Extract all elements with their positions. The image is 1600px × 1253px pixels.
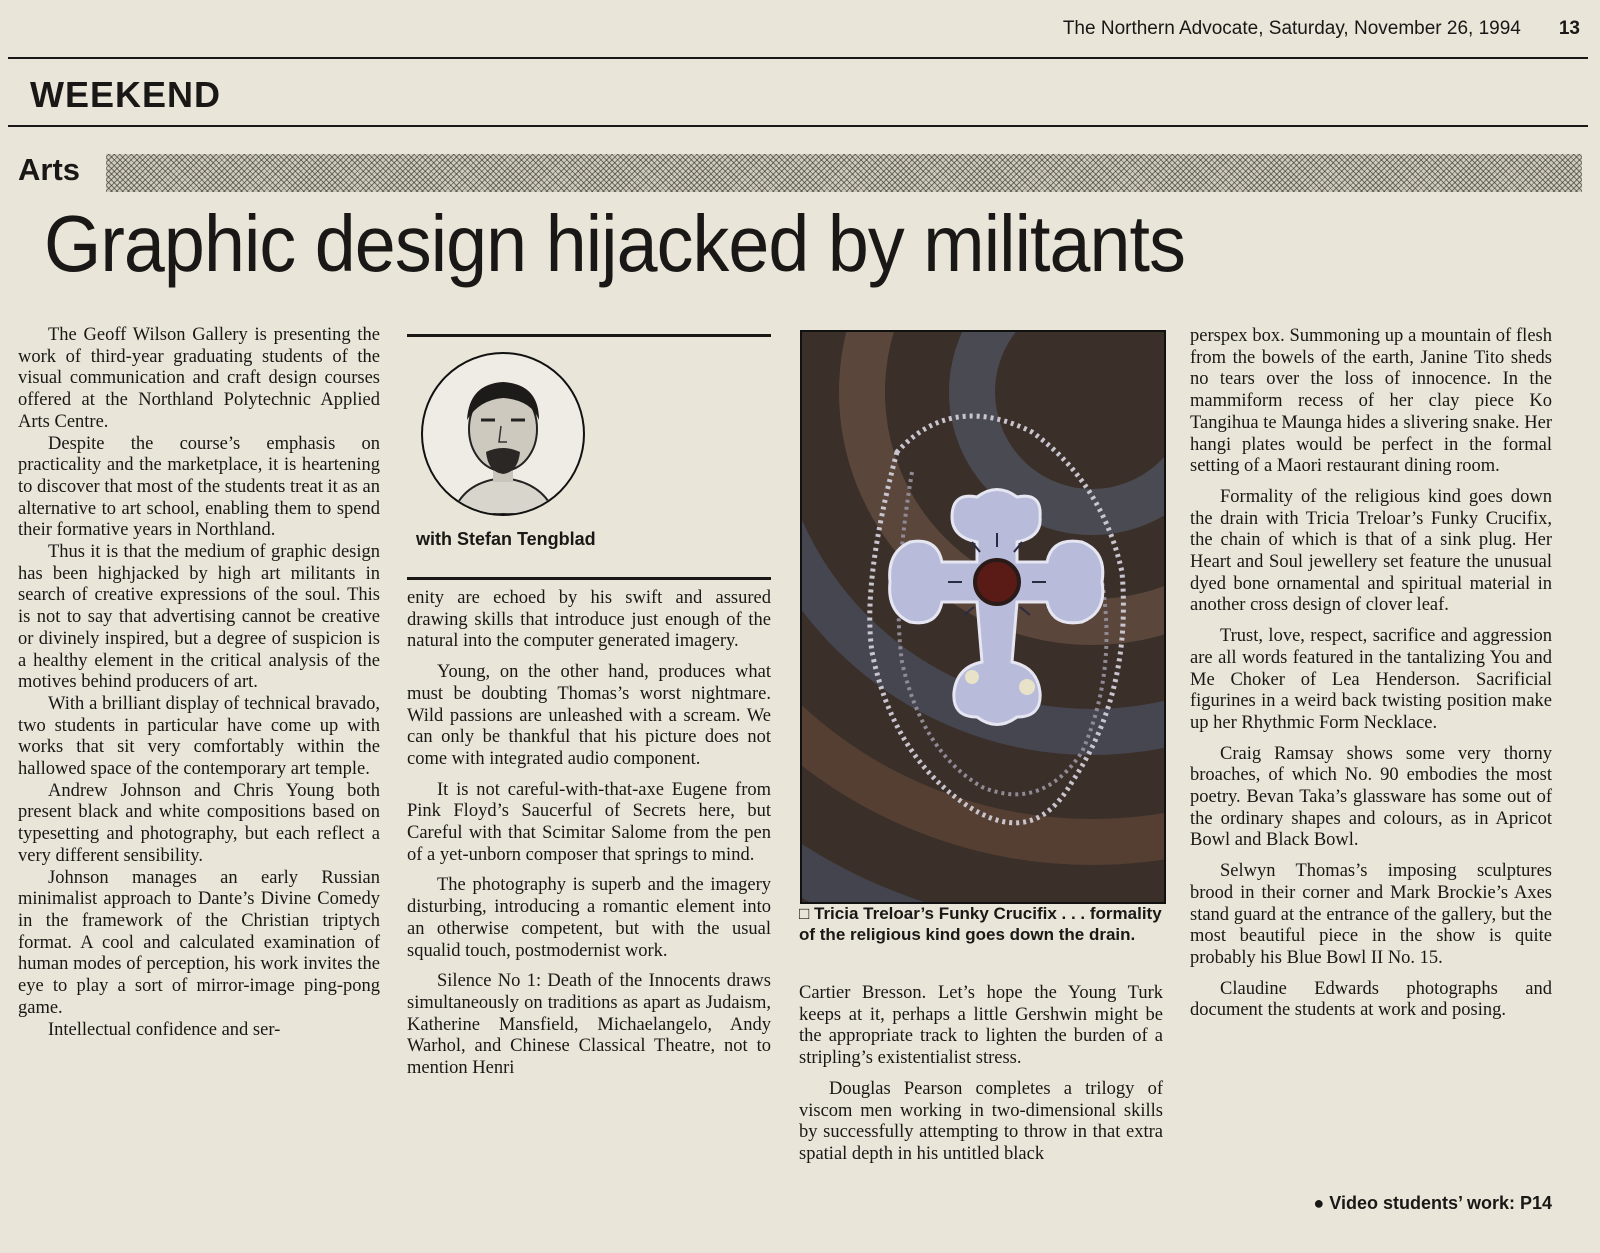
crucifix-photo bbox=[800, 330, 1166, 904]
paragraph: enity are echoed by his swift and assured drawing skills that introduce just enough of the natural into the computer generated imagery. bbox=[407, 588, 771, 652]
subsection-bar bbox=[106, 154, 1582, 192]
section-label: WEEKEND bbox=[30, 74, 222, 115]
top-rule bbox=[8, 57, 1588, 59]
paragraph: The Geoff Wilson Gallery is presenting the work of third-year graduating students of the visual communication and craft design courses offered at the Northland Polytechnic Applied Arts Centre. bbox=[18, 325, 380, 432]
paragraph: perspex box. Summoning up a mountain of flesh from the bowels of the earth, Janine Tito sheds no tears over the loss of innocence. In the mammiform recess of her clay piece Ko Tangihua te Maunga hides a slivering snake. Her hangi plates would be perfect in the formal setting of a Maori restaurant dining room. bbox=[1190, 326, 1552, 477]
section-rule bbox=[8, 125, 1588, 127]
paragraph: The photography is superb and the imagery disturbing, introducing a romantic element into an otherwise competent, but with the usual squalid touch, postmodernist work. bbox=[407, 875, 771, 961]
paragraph: Selwyn Thomas’s imposing sculptures brood in their corner and Mark Brockie’s Axes stand guard at the entrance of the gallery, but the most beautiful piece in the show is quite probably his Blue Bowl II No. 15. bbox=[1190, 861, 1552, 968]
author-portrait-drawing bbox=[423, 354, 583, 514]
masthead bbox=[0, 18, 1580, 40]
paragraph: Despite the course’s emphasis on practicality and the marketplace, it is heartening to discover that most of the students treat it as an alternative to art school, enabling them to spend their formative years in Northland. bbox=[18, 433, 380, 541]
byline-top-rule bbox=[407, 334, 771, 337]
paragraph: Trust, love, respect, sacrifice and aggression are all words featured in the tantalizing You and Me Choker of Lea Henderson. Sacrificial figurines in a weird back twisting position make up her Rhythmic Form Necklace. bbox=[1190, 626, 1552, 733]
column-4 bbox=[1190, 326, 1552, 1022]
paragraph: Craig Ramsay shows some very thorny broaches, of which No. 90 embodies the most poetry. Bevan Taka’s glassware has some out of the ordinary shapes and colours, as in Apricot Bowl and Black Bowl. bbox=[1190, 743, 1552, 851]
paragraph: Cartier Bresson. Let’s hope the Young Turk keeps at it, perhaps a little Gershwin might be the appropriate track to lighten the burden of a stripling’s existentialist stress. bbox=[799, 983, 1163, 1069]
column-1 bbox=[18, 325, 380, 1041]
column-3 bbox=[799, 983, 1163, 1166]
paragraph: Claudine Edwards photographs and document the students at work and posing. bbox=[1190, 978, 1552, 1021]
paragraph: With a brilliant display of technical bravado, two students in particular have come up with works that sit very comfortably within the hallowed space of the contemporary art temple. bbox=[18, 693, 380, 780]
photo-caption: □ Tricia Treloar’s Funky Crucifix . . . formality of the religious kind goes down the drain. bbox=[799, 904, 1162, 944]
headline: Graphic design hijacked by militants bbox=[44, 199, 1185, 288]
paragraph: Douglas Pearson completes a trilogy of viscom men working in two-dimensional skills by successfully attempting to throw in that extra spatial depth in his untitled black bbox=[799, 1078, 1163, 1164]
page-number: 13 bbox=[1558, 18, 1580, 39]
paragraph: Silence No 1: Death of the Innocents draws simultaneously on traditions as apart as Judaism, Katherine Mansfield, Michaelangelo, Andy Warhol, and Chinese Classical Theatre, not to mention Henri bbox=[407, 971, 771, 1079]
continuation-reference: ● Video students’ work: P14 bbox=[1313, 1193, 1552, 1213]
paragraph: Intellectual confidence and ser- bbox=[48, 1019, 281, 1040]
byline: with Stefan Tengblad bbox=[416, 529, 596, 549]
column-2 bbox=[407, 588, 771, 1080]
publication-dateline: The Northern Advocate, Saturday, November 26, 1994 bbox=[1062, 18, 1521, 39]
paragraph: Thus it is that the medium of graphic design has been highjacked by high art militants in search of creative expressions of the soul. This is not to say that advertising cannot be creative or divinely inspired, but a degree of suspicion is a healthy element in the critical analysis of the motives behind producers of art. bbox=[18, 542, 380, 693]
paragraph: It is not careful-with-that-axe Eugene from Pink Floyd’s Saucerful of Secrets here, but Careful with that Scimitar Salome from the pen of a yet-unborn composer that springs to mind. bbox=[407, 779, 771, 865]
subsection-label: Arts bbox=[18, 152, 81, 187]
paragraph: Johnson manages an early Russian minimalist approach to Dante’s Divine Comedy in the framework of the Christian triptych format. A cool and calculated examination of human modes of perception, his work invites the eye to play a sort of mirror-image ping-pong game. bbox=[18, 867, 380, 1018]
crucifix-photo-image bbox=[802, 332, 1164, 902]
byline-bottom-rule bbox=[407, 577, 771, 580]
paragraph: Andrew Johnson and Chris Young both present black and white compositions based on typesetting and photography, but each reflect a very different sensibility. bbox=[18, 780, 380, 866]
paragraph: Young, on the other hand, produces what must be doubting Thomas’s worst nightmare. Wild passions are unleashed with a scream. We can only be thankful that his picture does not come with integrated audio component. bbox=[407, 662, 771, 769]
author-portrait bbox=[421, 352, 585, 516]
paragraph: Formality of the religious kind goes down the drain with Tricia Treloar’s Funky Crucifix, the chain of which is that of a sink plug. Her Heart and Soul jewellery set feature the unusual dyed bone ornamental and spiritual material in another cross design of clover leaf. bbox=[1190, 486, 1552, 616]
